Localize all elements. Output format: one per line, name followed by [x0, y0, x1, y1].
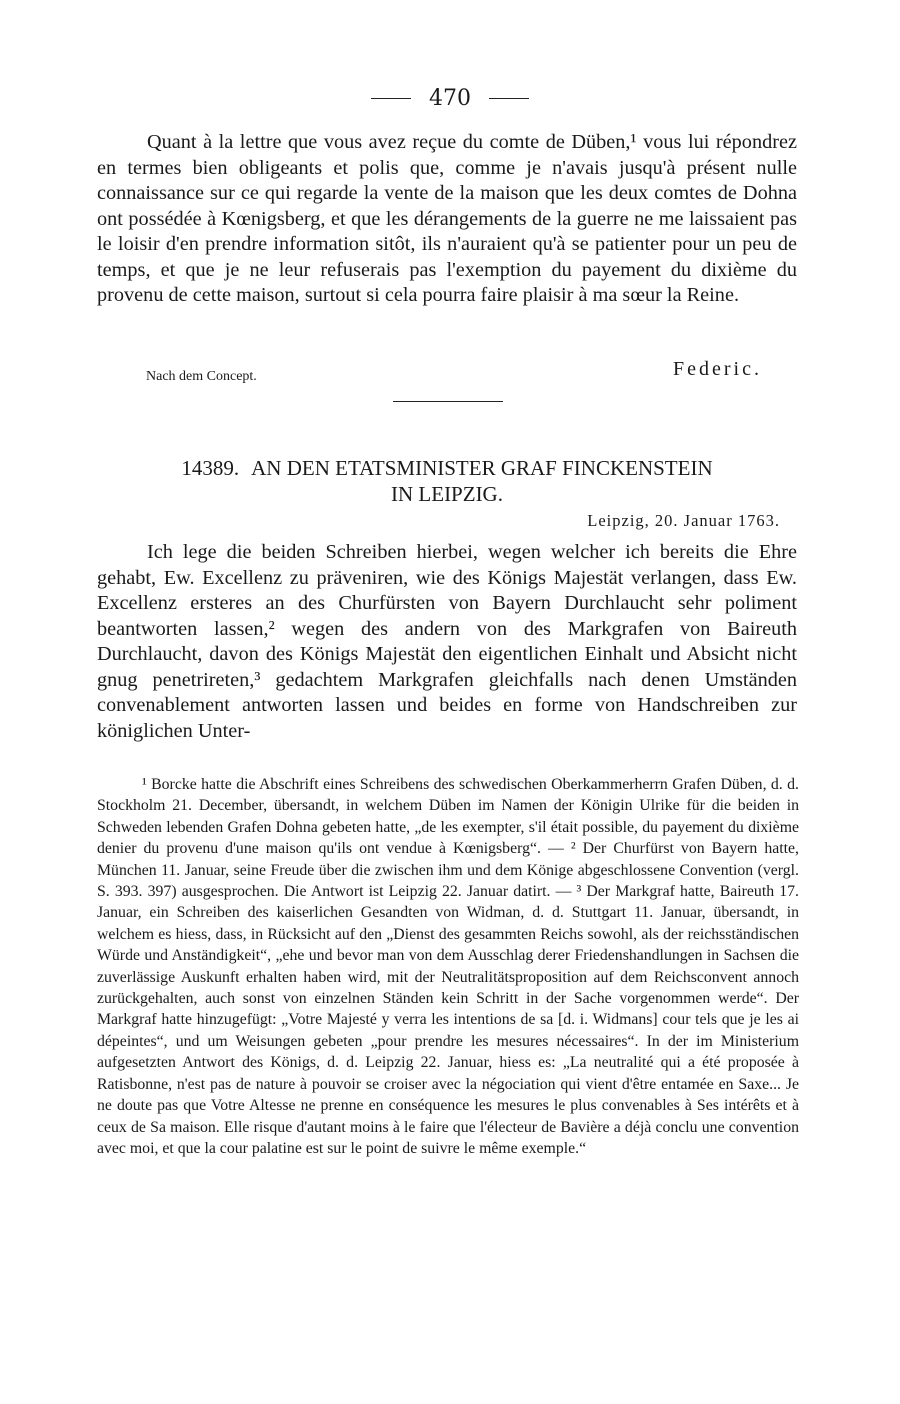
header-rule-right [489, 98, 529, 99]
opening-letter-paragraph: Quant à la lettre que vous avez reçue du comte de Düben,¹ vous lui répondrez en termes bien obligeants et polis que, comme je n'avais jusqu'à présent nulle connaissance sur ce qui regarde la vente de la maison que les deux comtes de Dohna ont possédée à Kœnigsberg, et que les dérangements de la guerre ne me laissaient pas le loisir d'en prendre information sitôt, ils n'auraient qu'à se patienter pour un peu de temps, et que je ne leur refuserais pas l'exemption du payement du dixième du provenu de cette maison, surtout si cela pourra faire plaisir à ma sœur la Reine. [97, 131, 797, 306]
source-note: Nach dem Concept. [146, 369, 257, 384]
letter-heading-line2: IN LEIPZIG. [391, 482, 503, 506]
signature: Federic. [673, 358, 762, 380]
header-rule-left [371, 98, 411, 99]
footnote-text: ¹ Borcke hatte die Abschrift eines Schreibens des schwedischen Oberkammerherrn Grafen Düben, d. d. Stockholm 21. December, übersandt, in welchem Düben im Namen der Königin Ulrike für die beiden in Schweden lebenden Grafen Dohna gebeten hatte, „de les exempter, s'il était possible, du payement du dixième denier du provenu d'une maison qu'ils ont vendue à Kœnigsberg“. — ² Der Churfürst von Bayern hatte, München 11. Januar, seine Freude über die zwischen ihm und dem Könige abgeschlossene Convention (vergl. S. 393. 397) ausgesprochen. Die Antwort ist Leipzig 22. Januar datirt. — ³ Der Markgraf hatte, Baireuth 17. Januar, ein Schreiben des kaiserlichen Gesandten von Widman, d. d. Stuttgart 11. Januar, übersandt, in welchem es hiess, dass, in Rücksicht auf den „Dienst des gesammten Reichs sowohl, als der reichsständischen Würde und Anständigkeit“, „ehe und bevor man von dem Ausschlag derer Friedenshandlungen in Sachsen die zuverlässige Auskunft erhalten haben wird, mit der Neutralitätsproposition auf dem Reichsconvent annoch zurückgehalten, auch sonst von einzelnen Ständen kein Schritt in der Sache vorgenommen werde“. Der Markgraf hatte hinzugefügt: „Votre Majesté y verra les intentions de sa [d. i. Widmans] cour tels que je les ai dépeintes“, und um Weisungen gebeten „pour prendre les mesures nécessaires“. In der im Ministerium aufgesetzten Antwort des Königs, d. d. Leipzig 22. Januar, hiess es: „La neutralité qui a été proposée à Ratisbonne, n'est pas de nature à pouvoir se croiser avec la négociation qui vient d'être entamée en Saxe... Je ne doute pas que Votre Altesse ne prenne en conséquence les mesures le plus convenables à Ses intérêts et à ceux de Sa maison. Elle risque d'autant moins à le faire que l'électeur de Bavière a déjà conclu une convention avec moi, et que la cour palatine est sur le point de suivre le même exemple.“ [97, 776, 799, 1157]
letter-body [97, 540, 797, 744]
footnotes [97, 774, 799, 1159]
letter-number: 14389. [181, 456, 240, 480]
letter-dateline: Leipzig, 20. Januar 1763. [587, 511, 780, 530]
letter-heading [97, 455, 797, 507]
letter-heading-line1 [97, 455, 797, 481]
letter-recipient: AN DEN ETATSMINISTER GRAF FINCKENSTEIN [251, 456, 713, 480]
opening-letter [97, 130, 797, 309]
section-divider [393, 401, 503, 402]
letter-paragraph: Ich lege die beiden Schreiben hierbei, wegen welcher ich bereits die Ehre gehabt, Ew. Excellenz zu präveniren, wie des Königs Majestät verlangen, dass Ew. Excellenz ersteres an des Churfürsten von Bayern Durchlaucht sehr poliment beantworten lassen,² wegen des andern von des Markgrafen von Baireuth Durchlaucht, davon des Königs Majestät den eigentlichen Einhalt und Absicht nicht gnug penetrireten,³ gedachtem Markgrafen gleichfalls nach denen Umständen convenablement antworten lassen und beides en forme von Handschreiben zur königlichen Unter- [97, 541, 797, 742]
page-header [0, 86, 900, 111]
page-number: 470 [429, 86, 471, 111]
